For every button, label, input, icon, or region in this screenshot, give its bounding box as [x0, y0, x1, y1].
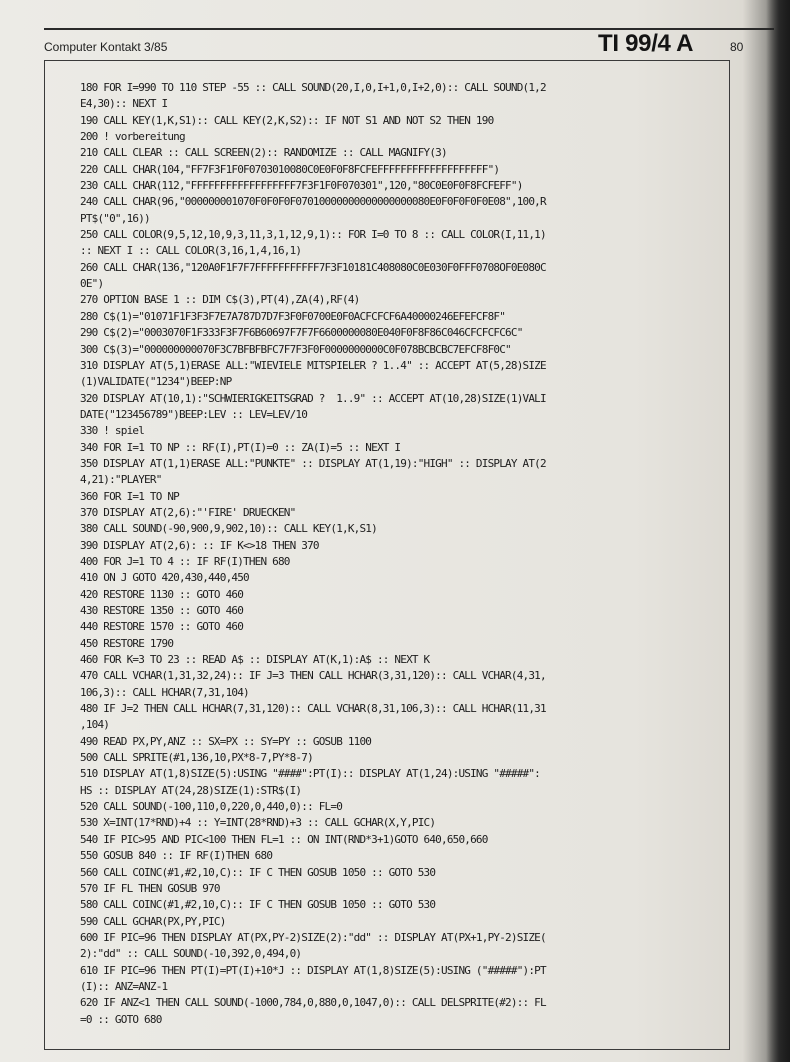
code-line: 220 CALL CHAR(104,"FF7F3F1F0F0703010080C0E0F0F8FCFEFFFFFFFFFFFFFFFFFFF")	[80, 162, 500, 176]
code-line: (I):: ANZ=ANZ-1	[80, 979, 168, 993]
magazine-title: Computer Kontakt 3/85	[44, 40, 168, 54]
code-line: 420 RESTORE 1130 :: GOTO 460	[80, 587, 244, 601]
code-line: 210 CALL CLEAR :: CALL SCREEN(2):: RANDOMIZE :: CALL MAGNIFY(3)	[80, 146, 447, 160]
code-line: 550 GOSUB 840 :: IF RF(I)THEN 680	[80, 849, 273, 863]
code-line: 340 FOR I=1 TO NP :: RF(I),PT(I)=0 :: ZA(I)=5 :: NEXT I	[80, 440, 401, 454]
code-line: 4,21):"PLAYER"	[80, 473, 162, 487]
code-line: =0 :: GOTO 680	[80, 1012, 162, 1026]
code-line: 510 DISPLAY AT(1,8)SIZE(5):USING "####":PT(I):: DISPLAY AT(1,24):USING "#####":	[80, 767, 540, 781]
code-line: 590 CALL GCHAR(PX,PY,PIC)	[80, 914, 226, 928]
code-line: 540 IF PIC>95 AND PIC<100 THEN FL=1 :: ON INT(RND*3+1)GOTO 640,650,660	[80, 832, 488, 846]
code-line: 440 RESTORE 1570 :: GOTO 460	[80, 620, 244, 634]
code-line: 480 IF J=2 THEN CALL HCHAR(7,31,120):: CALL VCHAR(8,31,106,3):: CALL HCHAR(11,31	[80, 702, 546, 716]
code-line: 370 DISPLAY AT(2,6):"'FIRE' DRUECKEN"	[80, 505, 296, 519]
code-line: 270 OPTION BASE 1 :: DIM C$(3),PT(4),ZA(4),RF(4)	[80, 293, 360, 307]
code-line: 280 C$(1)="01071F1F3F3F7E7A787D7D7F3F0F0700E0F0ACFCFCF6A40000246EFEFCF8F"	[80, 309, 506, 323]
basic-listing	[80, 80, 720, 1028]
code-line: HS :: DISPLAY AT(24,28)SIZE(1):STR$(I)	[80, 783, 302, 797]
code-line: 290 C$(2)="0003070F1F333F3F7F6B60697F7F7F6600000080E040F0F8F86C046CFCFCFC6C"	[80, 326, 523, 340]
code-line: 320 DISPLAY AT(10,1):"SCHWIERIGKEITSGRAD ? 1..9" :: ACCEPT AT(10,28)SIZE(1)VALI	[80, 391, 546, 405]
code-line: 190 CALL KEY(1,K,S1):: CALL KEY(2,K,S2):: IF NOT S1 AND NOT S2 THEN 190	[80, 113, 494, 127]
code-line: 610 IF PIC=96 THEN PT(I)=PT(I)+10*J :: DISPLAY AT(1,8)SIZE(5):USING ("#####"):PT	[80, 963, 546, 977]
code-line: 260 CALL CHAR(136,"120A0F1F7F7FFFFFFFFFFF7F3F10181C408080C0E030F0FFF0708OF0E080C	[80, 260, 546, 274]
code-line: ,104)	[80, 718, 110, 732]
code-line: 200 ! vorbereitung	[80, 130, 185, 144]
code-line: 350 DISPLAY AT(1,1)ERASE ALL:"PUNKTE" :: DISPLAY AT(1,19):"HIGH" :: DISPLAY AT(2	[80, 456, 546, 470]
code-line: DATE("123456789")BEEP:LEV :: LEV=LEV/10	[80, 407, 308, 421]
code-line: 400 FOR J=1 TO 4 :: IF RF(I)THEN 680	[80, 554, 290, 568]
code-line: 390 DISPLAY AT(2,6): :: IF K<>18 THEN 370	[80, 538, 319, 552]
code-line: 490 READ PX,PY,ANZ :: SX=PX :: SY=PY :: GOSUB 1100	[80, 734, 372, 748]
code-line: 520 CALL SOUND(-100,110,0,220,0,440,0):: FL=0	[80, 800, 343, 814]
scan-edge-shadow	[766, 0, 790, 1062]
page-number: 80	[730, 40, 744, 54]
code-line: 530 X=INT(17*RND)+4 :: Y=INT(28*RND)+3 :: CALL GCHAR(X,Y,PIC)	[80, 816, 436, 830]
code-line: 500 CALL SPRITE(#1,136,10,PX*8-7,PY*8-7)	[80, 751, 313, 765]
code-line: 430 RESTORE 1350 :: GOTO 460	[80, 604, 244, 617]
code-line: 300 C$(3)="000000000070F3C7BFBFBFC7F7F3F0F0000000000C0F078BCBCBC7EFCF8F0C"	[80, 342, 511, 356]
code-line: 2):"dd" :: CALL SOUND(-10,392,0,494,0)	[80, 947, 302, 961]
code-line: 460 FOR K=3 TO 23 :: READ A$ :: DISPLAY AT(K,1):A$ :: NEXT K	[80, 653, 430, 667]
code-line: 240 CALL CHAR(96,"000000001070F0F0F0F07010000000000000000080E0F0F0F0F0E08",100,R	[80, 195, 546, 209]
code-line: PT$("0",16))	[80, 211, 150, 225]
system-title: TI 99/4 A	[598, 30, 694, 57]
code-line: 0E")	[80, 277, 104, 291]
code-line: 360 FOR I=1 TO NP	[80, 489, 179, 503]
code-line: E4,30):: NEXT I	[80, 97, 168, 111]
code-line: 180 FOR I=990 TO 110 STEP -55 :: CALL SOUND(20,I,0,I+1,0,I+2,0):: CALL SOUND(1,2	[80, 81, 546, 94]
code-line: 600 IF PIC=96 THEN DISPLAY AT(PX,PY-2)SIZE(2):"dd" :: DISPLAY AT(PX+1,PY-2)SIZE(	[80, 930, 546, 944]
code-line: 580 CALL COINC(#1,#2,10,C):: IF C THEN GOSUB 1050 :: GOTO 530	[80, 898, 436, 912]
code-line: 250 CALL COLOR(9,5,12,10,9,3,11,3,1,12,9,1):: FOR I=0 TO 8 :: CALL COLOR(I,11,1)	[80, 228, 546, 242]
code-line: 560 CALL COINC(#1,#2,10,C):: IF C THEN GOSUB 1050 :: GOTO 530	[80, 865, 436, 879]
code-line: 380 CALL SOUND(-90,900,9,902,10):: CALL KEY(1,K,S1)	[80, 522, 377, 536]
code-line: 106,3):: CALL HCHAR(7,31,104)	[80, 685, 249, 699]
code-line: 450 RESTORE 1790	[80, 636, 174, 650]
code-line: 410 ON J GOTO 420,430,440,450	[80, 571, 249, 585]
code-line: 230 CALL CHAR(112,"FFFFFFFFFFFFFFFFFF7F3F1F0F070301",120,"80C0E0F0F8FCFEFF")	[80, 179, 523, 193]
code-line: :: NEXT I :: CALL COLOR(3,16,1,4,16,1)	[80, 244, 302, 258]
code-line: 330 ! spiel	[80, 424, 145, 438]
code-line: 310 DISPLAY AT(5,1)ERASE ALL:"WIEVIELE MITSPIELER ? 1..4" :: ACCEPT AT(5,28)SIZE	[80, 358, 546, 372]
code-line: 620 IF ANZ<1 THEN CALL SOUND(-1000,784,0,880,0,1047,0):: CALL DELSPRITE(#2):: FL	[80, 996, 546, 1010]
code-line: (1)VALIDATE("1234")BEEP:NP	[80, 375, 232, 389]
code-line: 570 IF FL THEN GOSUB 970	[80, 881, 220, 895]
code-line: 470 CALL VCHAR(1,31,32,24):: IF J=3 THEN CALL HCHAR(3,31,120):: CALL VCHAR(4,31,	[80, 669, 546, 683]
